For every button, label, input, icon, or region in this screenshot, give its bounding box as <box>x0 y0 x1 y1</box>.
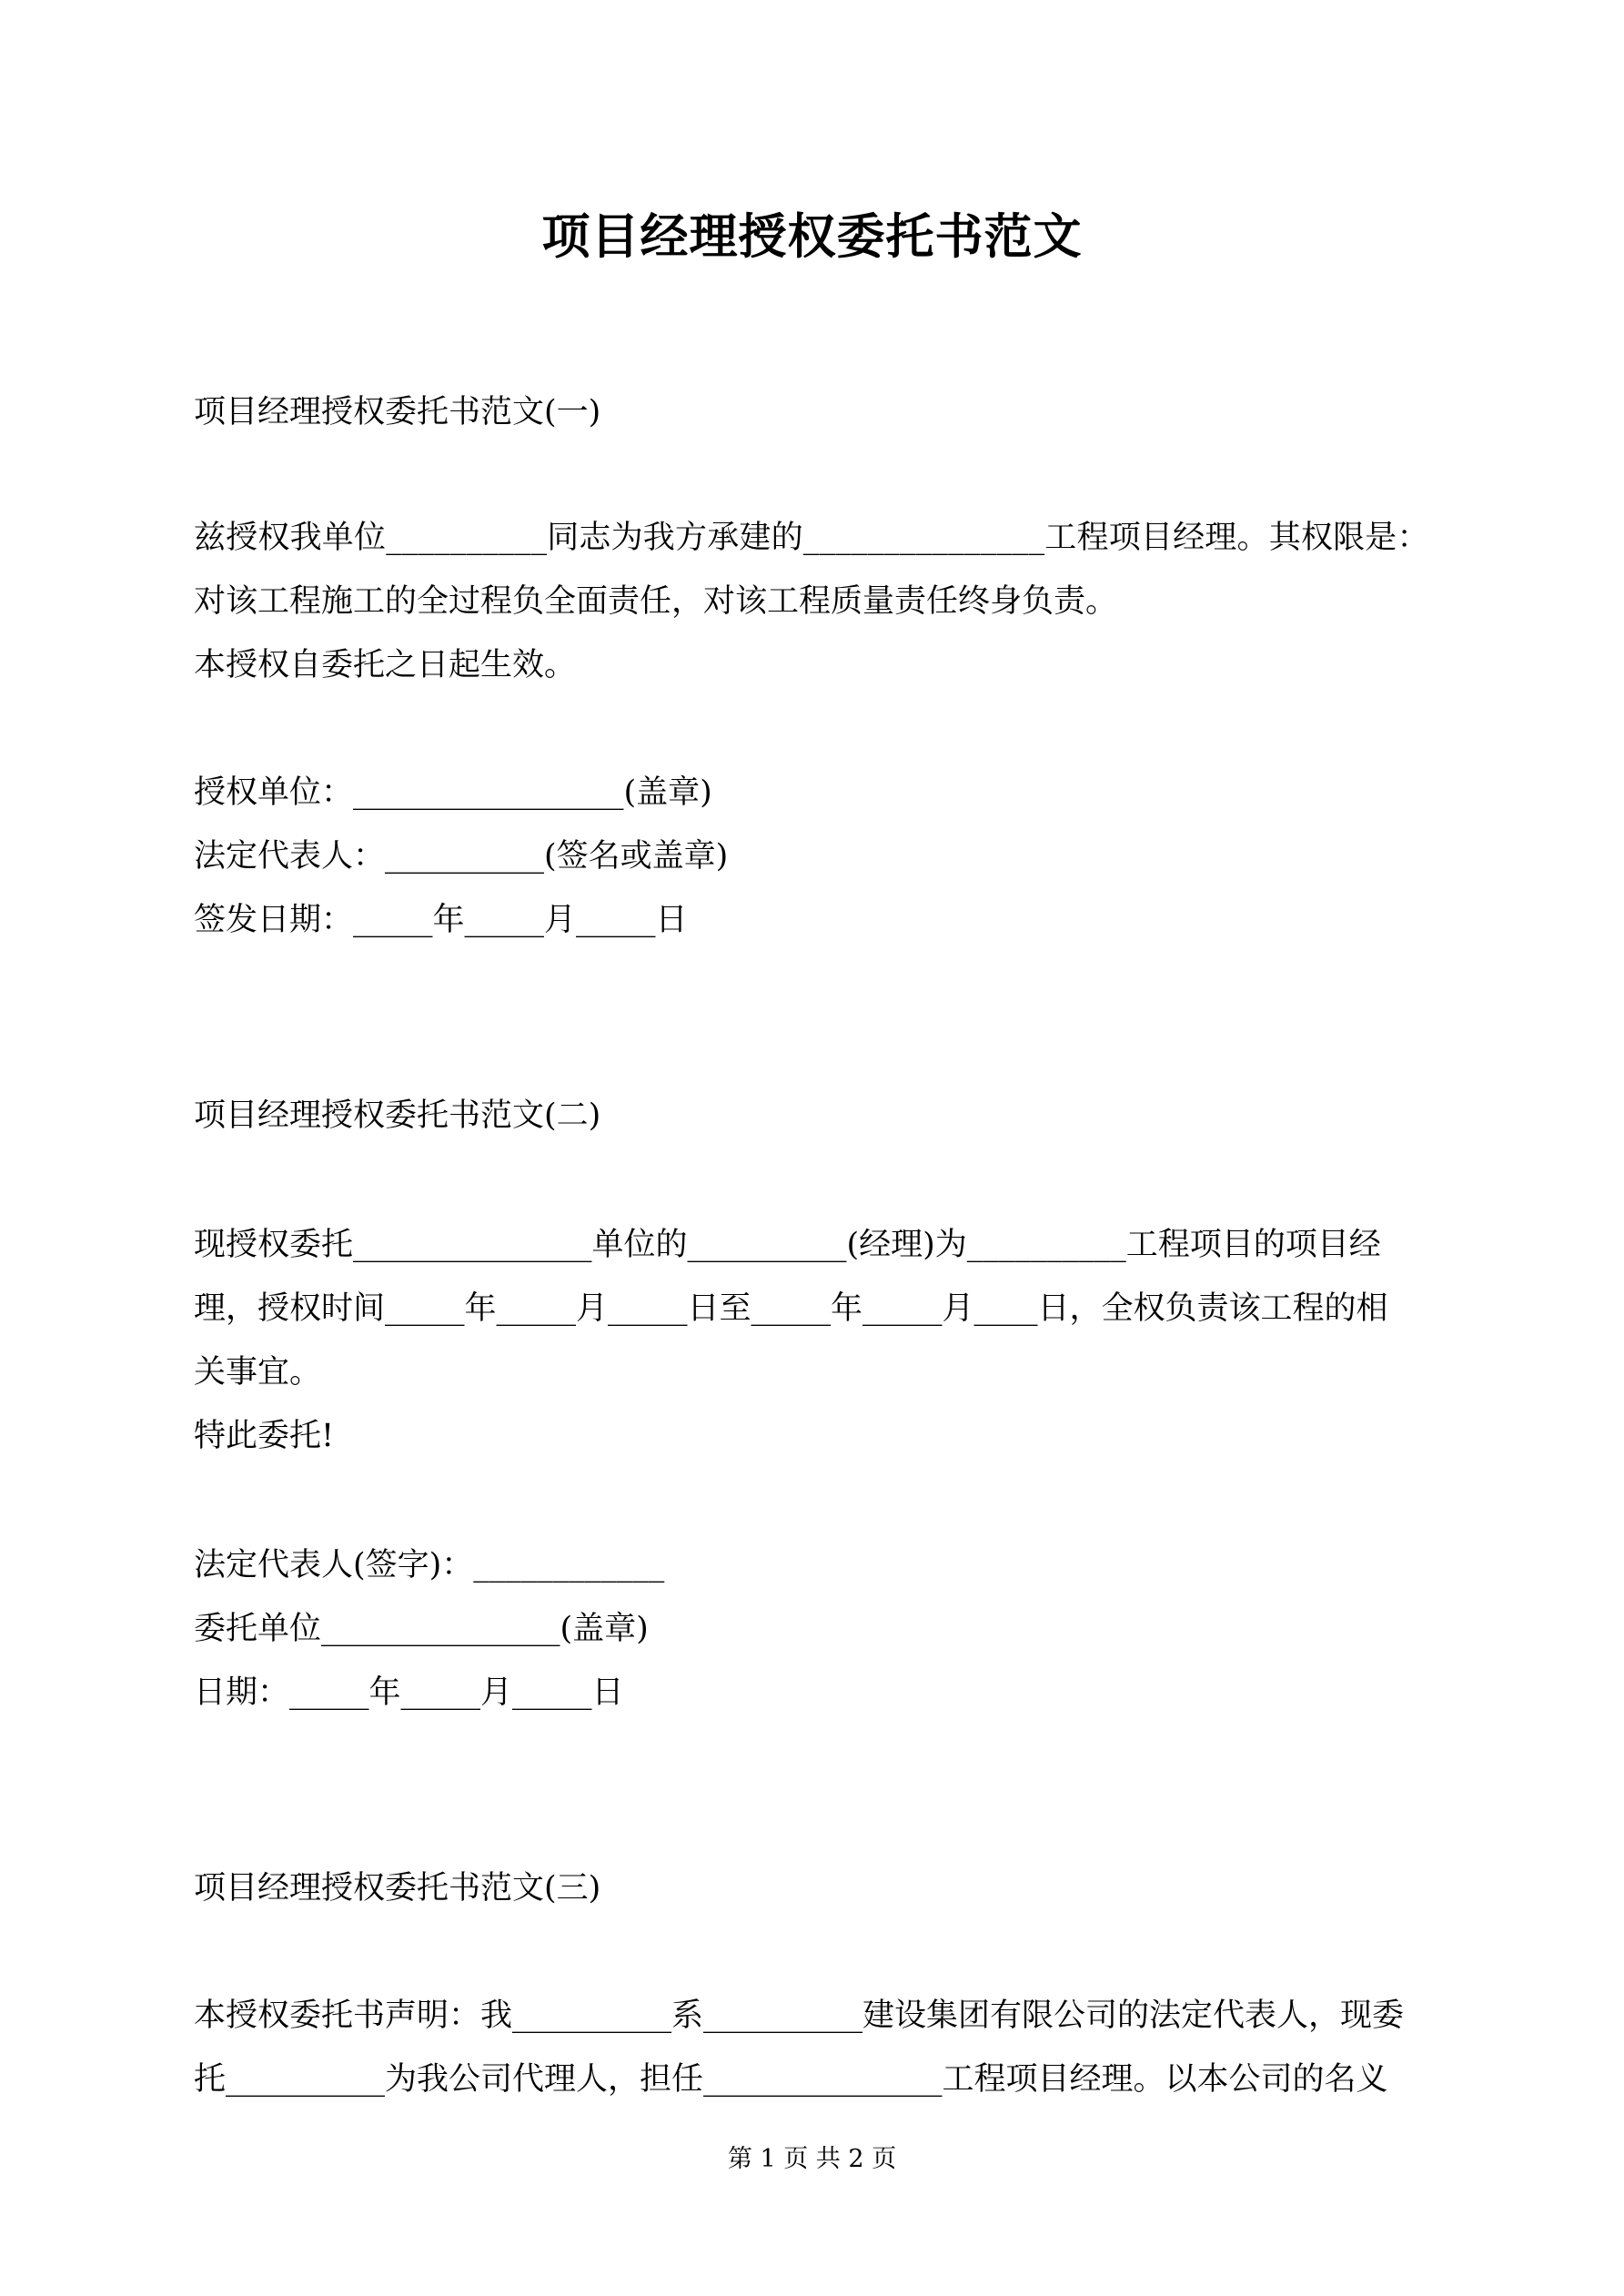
document-title: 项目经理授权委托书范文 <box>541 208 1083 265</box>
section-3-line-2: 托__________为我公司代理人，担任_______________工程项目经理。以本公司的名义 <box>194 2061 1388 2098</box>
section-2-line-2: 理，授权时间_____年_____月_____日至_____年_____月____日，全权负责该工程的相 <box>194 1290 1388 1327</box>
section-3-heading: 项目经理授权委托书范文(三) <box>194 1870 601 1907</box>
section-1-line-1: 兹授权我单位__________同志为我方承建的_______________工程项目经理。其权限是： <box>194 520 1429 556</box>
section-2-date: 日期：_____年_____月_____日 <box>194 1674 624 1711</box>
section-2-line-1: 现授权委托_______________单位的__________(经理)为__________工程项目的项目经 <box>194 1227 1381 1263</box>
page-number-footer: 第 1 页 共 2 页 <box>727 2145 897 2173</box>
section-1-signing-unit: 授权单位：_________________(盖章) <box>194 774 712 811</box>
section-1-issue-date: 签发日期：_____年_____月_____日 <box>194 902 688 938</box>
section-1-line-3: 本授权自委托之日起生效。 <box>194 647 577 683</box>
section-1-line-2: 对该工程施工的全过程负全面责任，对该工程质量责任终身负责。 <box>194 583 1118 620</box>
section-2-entrusting-unit: 委托单位_______________(盖章) <box>194 1611 649 1647</box>
section-2-line-4: 特此委托! <box>194 1418 335 1454</box>
section-2-heading: 项目经理授权委托书范文(二) <box>194 1097 601 1134</box>
section-1-heading: 项目经理授权委托书范文(一) <box>194 394 601 430</box>
section-2-legal-rep: 法定代表人(签字)：____________ <box>194 1547 665 1583</box>
section-2-line-3: 关事宜。 <box>194 1354 322 1391</box>
section-1-legal-rep: 法定代表人：__________(签名或盖章) <box>194 838 729 875</box>
section-3-line-1: 本授权委托书声明：我__________系__________建设集团有限公司的法定代表人，现委 <box>194 1998 1405 2034</box>
